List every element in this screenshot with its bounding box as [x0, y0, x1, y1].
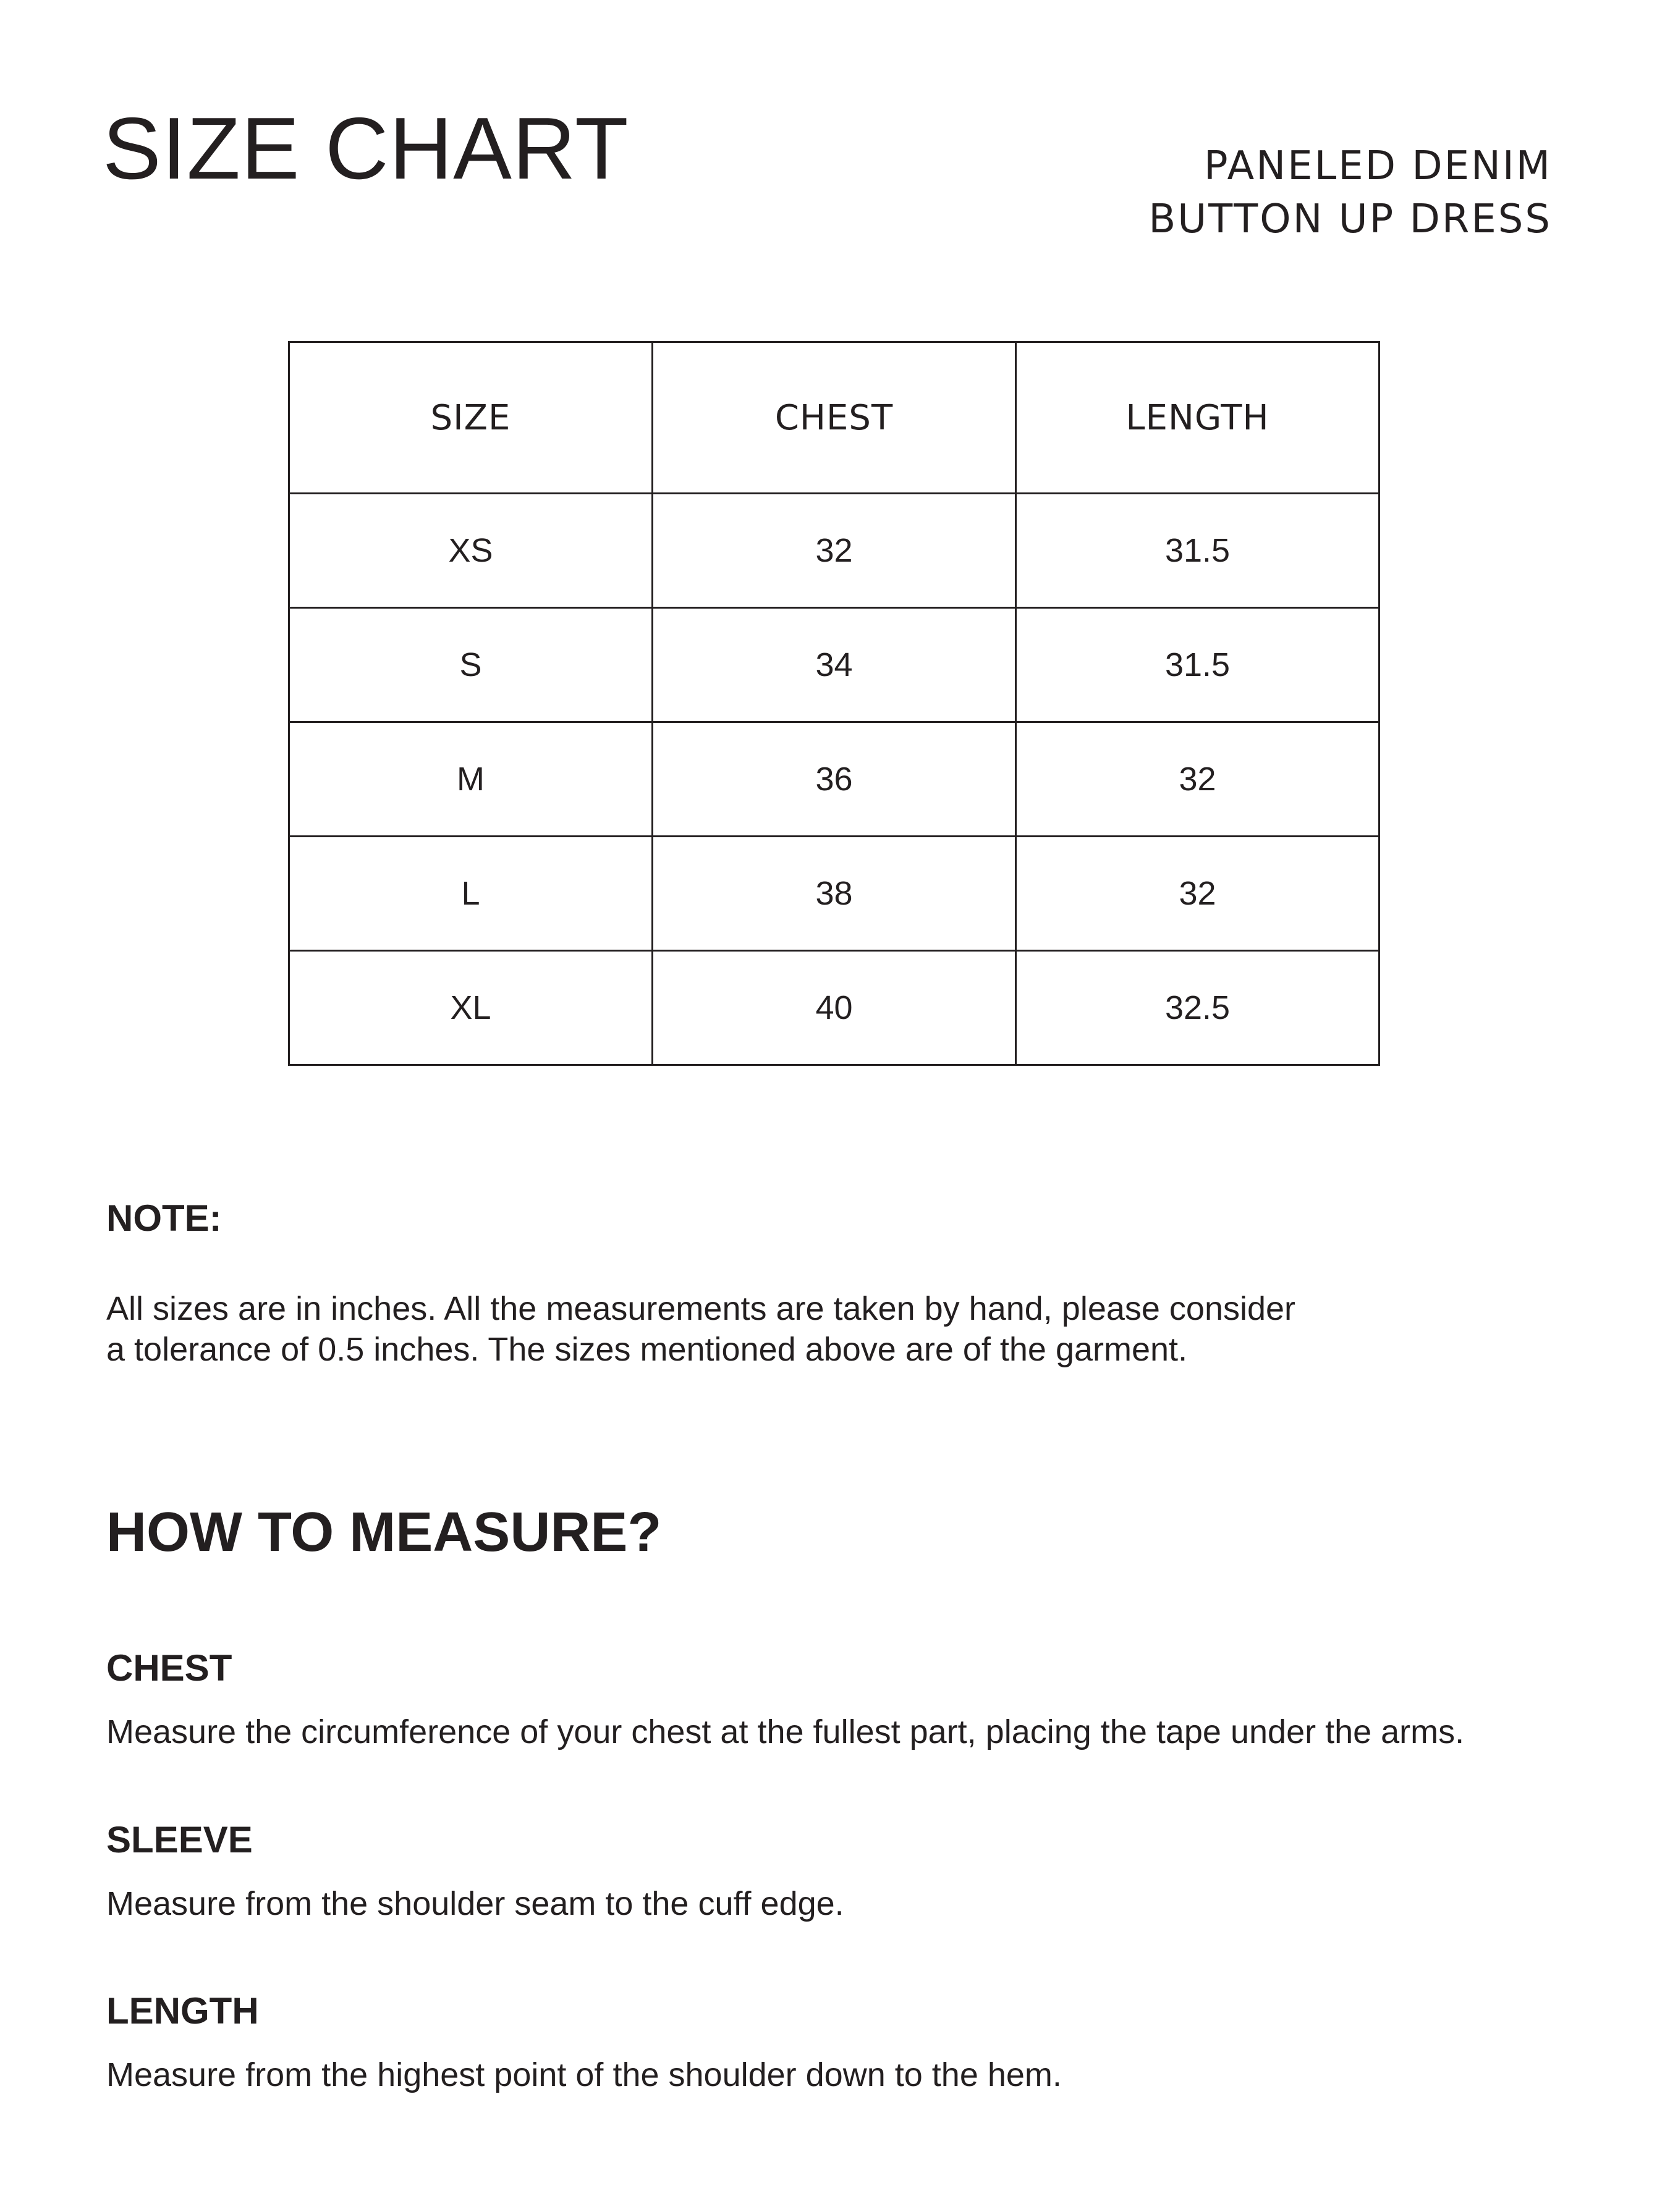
column-header-size: SIZE — [289, 342, 653, 494]
cell-chest: 34 — [653, 608, 1016, 722]
note-text-line-1: All sizes are in inches. All the measurements are taken by hand, please consider — [106, 1290, 1296, 1327]
note-text-line-2: a tolerance of 0.5 inches. The sizes mentioned above are of the garment. — [106, 1331, 1188, 1368]
size-table — [288, 341, 1380, 1066]
product-name-line-2: BUTTON UP DRESS — [1148, 196, 1552, 242]
cell-length: 32 — [1016, 837, 1379, 951]
product-name — [1148, 140, 1552, 246]
cell-chest: 32 — [653, 494, 1016, 608]
table-row — [289, 722, 1379, 837]
cell-size: M — [289, 722, 653, 837]
cell-chest: 36 — [653, 722, 1016, 837]
note-text — [106, 1288, 1528, 1370]
chest-instruction: Measure the circumference of your chest at the fullest part, placing the tape under the arms. — [106, 1713, 1465, 1750]
cell-size: L — [289, 837, 653, 951]
cell-length: 31.5 — [1016, 494, 1379, 608]
table-row — [289, 837, 1379, 951]
table-row — [289, 608, 1379, 722]
sleeve-instruction: Measure from the shoulder seam to the cuff edge. — [106, 1885, 844, 1922]
cell-size: S — [289, 608, 653, 722]
cell-length: 31.5 — [1016, 608, 1379, 722]
cell-chest: 38 — [653, 837, 1016, 951]
table-header-row — [289, 342, 1379, 494]
table-row — [289, 494, 1379, 608]
cell-size: XL — [289, 951, 653, 1065]
how-to-measure-heading: HOW TO MEASURE? — [106, 1501, 662, 1563]
table-row — [289, 951, 1379, 1065]
sleeve-label: SLEEVE — [106, 1819, 253, 1860]
cell-size: XS — [289, 494, 653, 608]
column-header-length: LENGTH — [1016, 342, 1379, 494]
cell-length: 32.5 — [1016, 951, 1379, 1065]
length-instruction: Measure from the highest point of the shoulder down to the hem. — [106, 2056, 1062, 2093]
note-label: NOTE: — [106, 1197, 222, 1239]
product-name-line-1: PANELED DENIM — [1204, 143, 1552, 189]
length-label: LENGTH — [106, 1990, 259, 2032]
chest-label: CHEST — [106, 1647, 232, 1689]
cell-chest: 40 — [653, 951, 1016, 1065]
cell-length: 32 — [1016, 722, 1379, 837]
page-title: SIZE CHART — [103, 99, 629, 198]
column-header-chest: CHEST — [653, 342, 1016, 494]
